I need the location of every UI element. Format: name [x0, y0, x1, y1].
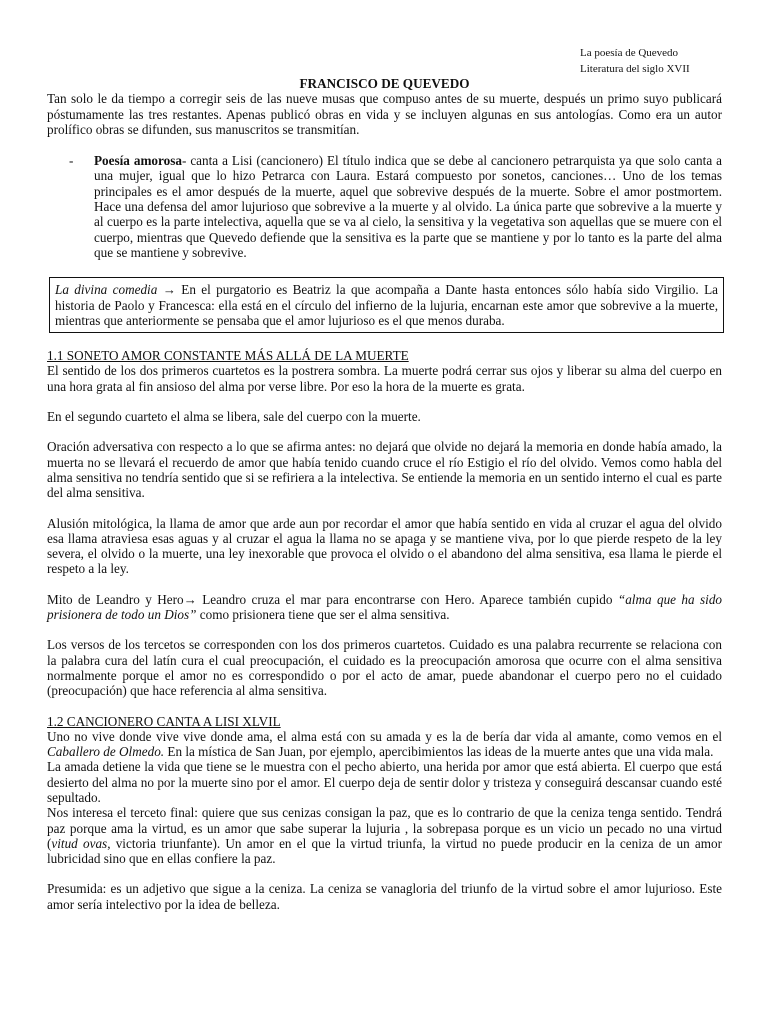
- section2-paragraph-3: [47, 805, 722, 866]
- s2p3-latin: vitud ovas: [51, 835, 108, 851]
- bullet-marker: -: [69, 153, 74, 169]
- box-text: En el purgatorio es Beatriz la que acompaña a Dante hasta entonces sólo había sido Virgilio. La historia de Paolo y Francesca: ella está en el círculo del infierno de la lujuria, encarnan este amor que sobrevive a la muerte, mientras que anteriormente se pensaba que el amor lujurioso es el que menos duraba.: [55, 282, 718, 328]
- s2p3-text-a: Nos interesa el terceto final: quiere que sus cenizas consigan la paz, que es lo contrario de que la ceniza tenga sentido. Tendrá paz porque ama la virtud, es un amor que sabe superar la lujuria , la sobrepasa porque es un vicio un pecado no una virtud (: [47, 805, 722, 851]
- section1-paragraph-2: En el segundo cuarteto el alma se libera, sale del cuerpo con la muerte.: [47, 409, 421, 425]
- section1-paragraph-3: Oración adversativa con respecto a lo que se afirma antes: no dejará que olvide no dejará la memoria en donde había amado, la muerta no se llevará el recuerdo de amor que había tenido cuando cruce el río Estigio el río del olvido. Vemos como habla del alma sensitiva no tendría sentido que si se refiriera a la intelectiva. Se entiende la memoria en un sentido interno el cual es parte del alma sensitiva.: [47, 439, 722, 501]
- section1-paragraph-5: [47, 592, 722, 623]
- section2-paragraph-4: Presumida: es un adjetivo que sigue a la ceniza. La ceniza se vanagloria del triunfo de la virtud sobre el amor lujurioso. Este amor sería intelectivo por la idea de belleza.: [47, 881, 722, 912]
- section-heading-1-1: 1.1 SONETO AMOR CONSTANTE MÁS ALLÁ DE LA MUERTE: [47, 348, 409, 364]
- box-work-title: La divina comedia: [55, 282, 158, 298]
- header-course: Literatura del siglo XVII: [580, 63, 690, 75]
- section2-paragraph-2: La amada detiene la vida que tiene se le muestra con el pecho abierto, una herida por amor que está abierta. El cuerpo que está desierto del alma no por la muerte sino por el amor. El cuerpo deja de sentir dolor y tristeza y conseguirá descansar cuando esté sepultado.: [47, 759, 722, 805]
- s2p1-text-a: Uno no vive donde vive vive donde ama, el alma está con su amada y es la de bería dar vida al amante, como vemos en el: [47, 728, 722, 744]
- divina-comedia-box: [49, 277, 724, 333]
- box-arrow: →: [157, 282, 182, 298]
- section1-paragraph-6: Los versos de los tercetos se corresponden con los dos primeros cuartetos. Cuidado es una palabra recurrente se relaciona con la palabra cura del latín cura el cual preocupación, el cuidado es la preocupación amorosa que ocurre con el alma sensitiva normalmente porque el amor no es correspondido o por el acto de amar, puede abandonar el cuerpo pero no el cuidado (preocupación) que hace referencia al alma sensitiva.: [47, 637, 722, 699]
- bullet-text: - canta a Lisi (cancionero) El título indica que se debe al cancionero petrarquista ya que solo canta a una mujer, igual que lo hizo Petrarca con Laura. Estará compuesto por sonetos, canciones… Uno de los temas principales es el amor después de la muerte, aquel que sobrevive después de la muerte. Sobre el amor postmortem. Hace una defensa del amor lujurioso que sobrevive a la muerte y al olvido. La única parte que sobrevive a la muerte y al cuerpo es la parte intelectiva, aquella que se va al cielo, la sensitiva y la vegetativa son aquellas que se muere con el cuerpo, mientras que Quevedo defiende que la sensitiva es la parte que se mantiene y por lo tanto es la parte del alma que se mantiene y sobrevive.: [94, 153, 722, 260]
- p5-quote: “alma que ha sido prisionera de todo un Dios”: [47, 591, 723, 623]
- section1-paragraph-4: Alusión mitológica, la llama de amor que arde aun por recordar el amor que había sentido en vida al cruzar el agua del olvido esa llama atraviesa esas aguas y al cruzar el agua la llama no se apaga y se mantiene viva, por lo que pierde respeto de la ley severa, el olvido o la muerte, una ley inexorable que provoca el olvido o el abandono del alma sensitiva, esa llama le pierde el respeto a la ley.: [47, 515, 722, 577]
- document-body: [47, 44, 722, 912]
- p5-text-a: Mito de Leandro y Hero→ Leandro cruza el mar para encontrarse con Hero. Aparece también cupido: [47, 591, 618, 607]
- section-heading-1-2: 1.2 CANCIONERO CANTA A LISI XLVIL: [47, 713, 281, 729]
- intro-paragraph: Tan solo le da tiempo a corregir seis de las nueve musas que compuso antes de su muerte, después un primo suyo publicará póstumamente las tres restantes. Apenas publicó obras en vida y se incluyen algunas en sus antologías. Como era un autor prolífico obras se difunden, sus manuscritos se transmitían.: [47, 91, 722, 137]
- p5-text-b: como prisionera tiene que ser el alma sensitiva.: [196, 607, 450, 623]
- section1-paragraph-1: El sentido de los dos primeros cuartetos es la postrera sombra. La muerte podrá cerrar sus ojos y liberar su alma del cuerpo en una hora grata al fin ansioso del alma por verse libre. Por eso la hora de la muerte es grata.: [47, 363, 722, 394]
- bullet-poesia-amorosa: [47, 153, 722, 260]
- document-title: FRANCISCO DE QUEVEDO: [299, 76, 470, 91]
- s2p3-text-b: , victoria triunfante). Un amor en el que la virtud triunfa, la virtud no puede producir en la ceniza de un amor lubricidad sino que en ellas confiere la paz.: [47, 835, 722, 867]
- bullet-heading: Poesía amorosa: [94, 153, 182, 169]
- section2-paragraph-1: [47, 729, 722, 760]
- header-subject: La poesía de Quevedo: [580, 47, 679, 59]
- s2p1-work-title: Caballero de Olmedo.: [47, 744, 165, 760]
- s2p1-text-b: En la mística de San Juan, por ejemplo, apercibimientos las ideas de la muerte antes que una vida mala.: [164, 744, 714, 760]
